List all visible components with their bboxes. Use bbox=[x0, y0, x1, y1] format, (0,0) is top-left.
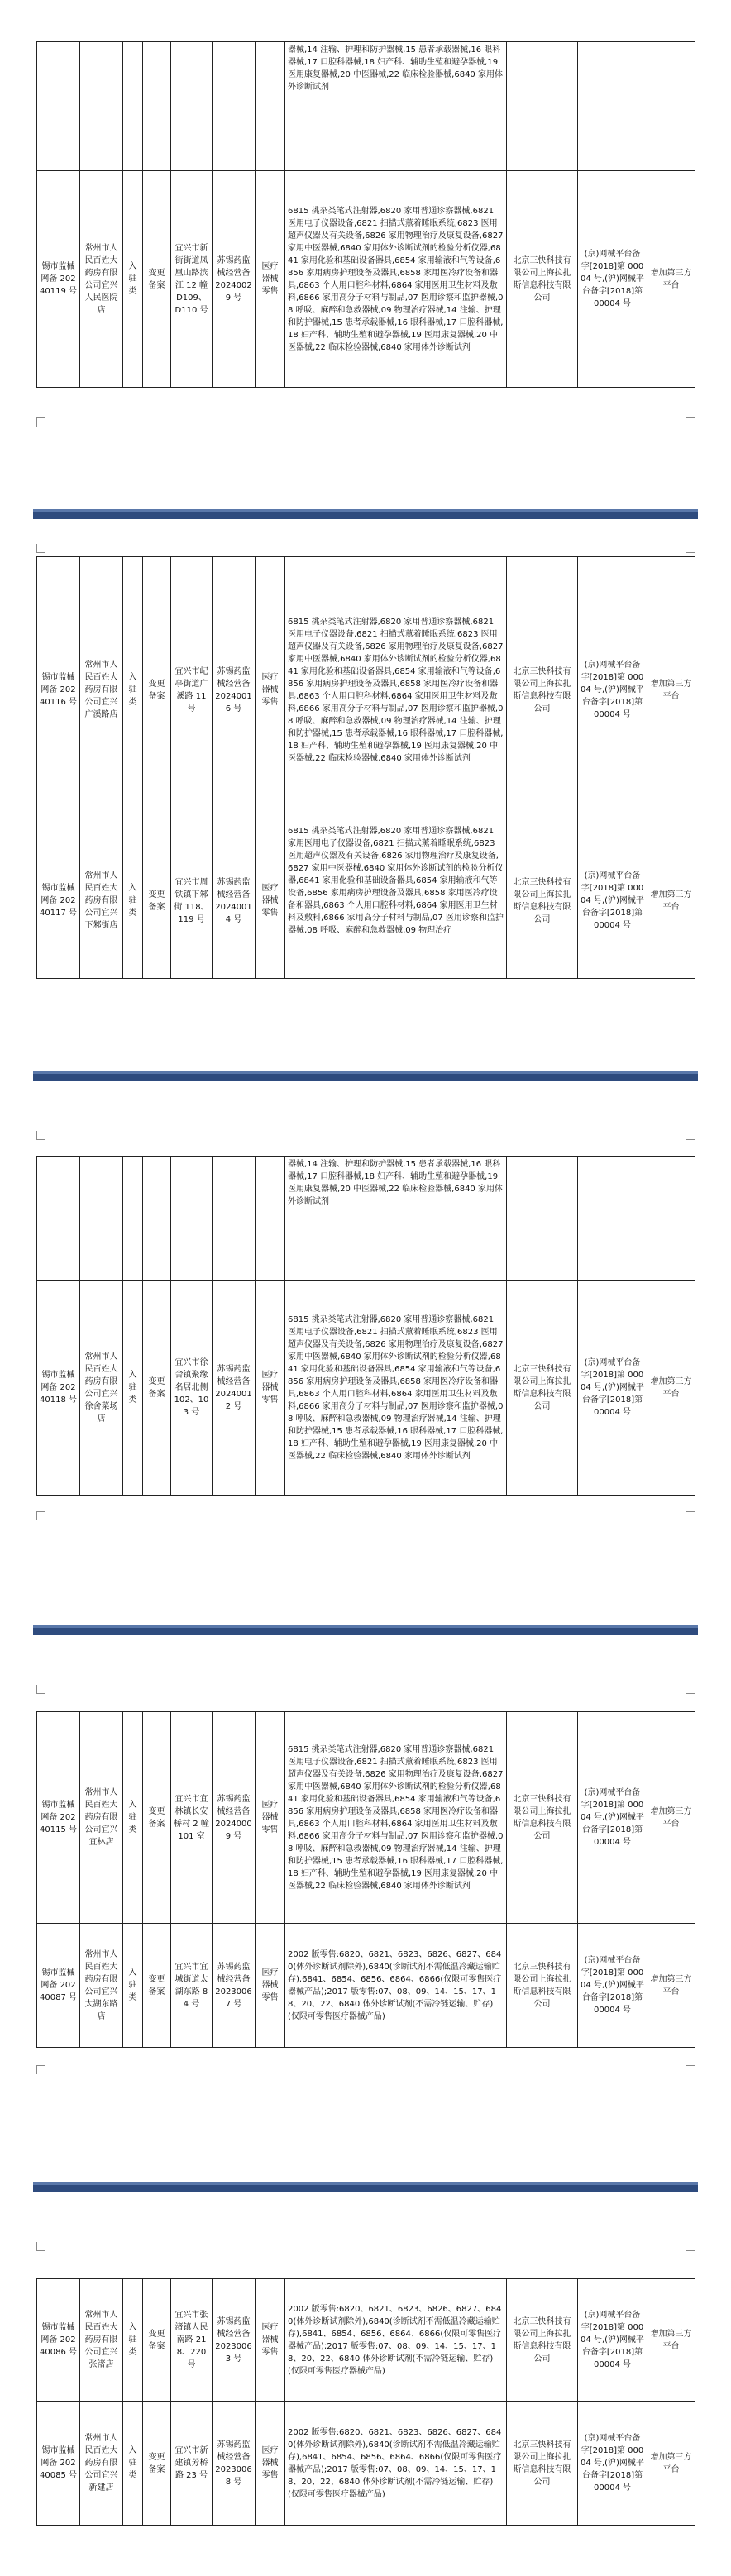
platform-filing: (京)网械平台备字[2018]第 00004 号,(沪)网械平台备字[2018]第 00004 号 bbox=[578, 2402, 647, 2526]
page-corner-mark bbox=[36, 1685, 45, 1694]
page-corner-mark bbox=[36, 544, 45, 553]
license-number: 苏锡药监械经营备 20230063 号 bbox=[213, 2279, 256, 2402]
document-page bbox=[0, 2192, 731, 2576]
business-mode: 医疗器械零售 bbox=[256, 2279, 285, 2402]
company-name: 常州市人民百姓大药房有限公司宜兴人民医院店 bbox=[80, 171, 123, 388]
business-mode: 医疗器械零售 bbox=[256, 1924, 285, 2048]
company-name: 常州市人民百姓大药房有限公司宜兴宜林店 bbox=[80, 1712, 123, 1924]
record-number: 锡市监械网备 20240118 号 bbox=[37, 1281, 80, 1496]
company-name: 常州市人民百姓大药房有限公司宜兴新建店 bbox=[80, 2402, 123, 2526]
address: 宜兴市张渚镇人民南路 218、220 号 bbox=[171, 2279, 213, 2402]
page-corner-mark bbox=[36, 2242, 45, 2251]
filing-type: 变更备案 bbox=[143, 2402, 171, 2526]
change-action: 增加第三方平台 bbox=[647, 823, 695, 979]
page-corner-mark bbox=[36, 2065, 45, 2074]
business-mode: 医疗器械零售 bbox=[256, 557, 285, 823]
page-separator bbox=[33, 509, 698, 519]
page-separator bbox=[33, 1071, 698, 1081]
platform-vendor: 北京三快科技有限公司上海拉扎斯信息科技有限公司 bbox=[507, 171, 578, 388]
business-scope: 6815 挑杂类笔式注射器,6820 家用普通诊察器械,6821 医用电子仪器设备,6821 扫描式薰着睡眠系统,6823 医用超声仪器及有关设备,6826 家用物理治疗及康复设备,6827 家用中医器械,6840 家用体外诊断试剂的检验分析仪器,6841 家用化验和基础设备器具,6854 家用输液和气等设备,6856 家用病房护理设备及器具,6858 家用医冷疗设备和器具,6863 个人用口腔科材料,6864 家用医用卫生材料及敷料,6866 家用高分子材料与制品,07 医用诊察和监护器械,08 呼吸、麻醉和急救器械,09 物理治疗器械,14 注输、护理和防护器械,15 患者承载器械,16 眼科器械,17 口腔科器械,18 妇产科、辅助生殖和避孕器械,19 医用康复器械,20 中医器械,22 临床检验器械,6840 家用体外诊断试剂 bbox=[285, 171, 507, 388]
address: 宜兴市宜林镇长安桥村 2 幢 101 室 bbox=[171, 1712, 213, 1924]
record-type: 入驻类 bbox=[123, 2402, 143, 2526]
business-scope: 6815 挑杂类笔式注射器,6820 家用普通诊察器械,6821 医用电子仪器设备,6821 扫描式薰着睡眠系统,6823 医用超声仪器及有关设备,6826 家用物理治疗及康复设备,6827 家用中医器械,6840 家用体外诊断试剂的检验分析仪器,6841 家用化验和基础设备器具,6854 家用输液和气等设备,6856 家用病房护理设备及器具,6858 家用医冷疗设备和器具,6863 个人用口腔科材料,6864 家用医用卫生材料及敷料,6866 家用高分子材料与制品,07 医用诊察和监护器械,08 呼吸、麻醉和急救器械,09 物理治疗器械,14 注输、护理和防护器械,15 患者承载器械,16 眼科器械,17 口腔科器械,18 妇产科、辅助生殖和避孕器械,19 医用康复器械,20 中医器械,22 临床检验器械,6840 家用体外诊断试剂 bbox=[285, 1712, 507, 1924]
business-mode: 医疗器械零售 bbox=[256, 171, 285, 388]
platform-vendor: 北京三快科技有限公司上海拉扎斯信息科技有限公司 bbox=[507, 1712, 578, 1924]
business-mode: 医疗器械零售 bbox=[256, 2402, 285, 2526]
address: 宜兴市新建镇芳桥路 23 号 bbox=[171, 2402, 213, 2526]
platform-vendor: 北京三快科技有限公司上海拉扎斯信息科技有限公司 bbox=[507, 1281, 578, 1496]
table-row bbox=[37, 823, 695, 979]
table-row bbox=[37, 1281, 695, 1496]
company-name: 常州市人民百姓大药房有限公司宜兴徐舍菜场店 bbox=[80, 1281, 123, 1496]
table-row bbox=[37, 42, 695, 171]
license-number: 苏锡药监械经营备 20240016 号 bbox=[213, 557, 256, 823]
business-scope: 6815 挑杂类笔式注射器,6820 家用普通诊察器械,6821 医用电子仪器设备,6821 扫描式薰着睡眠系统,6823 医用超声仪器及有关设备,6826 家用物理治疗及康复设备,6827 家用中医器械,6840 家用体外诊断试剂的检验分析仪器,6841 家用化验和基础设备器具,6854 家用输液和气等设备,6856 家用病房护理设备及器具,6858 家用医冷疗设备和器具,6863 个人用口腔科材料,6864 家用医用卫生材料及敷料,6866 家用高分子材料与制品,07 医用诊察和监护器械,08 呼吸、麻醉和急救器械,09 物理治疗器械,14 注输、护理和防护器械,15 患者承载器械,16 眼科器械,17 口腔科器械,18 妇产科、辅助生殖和避孕器械,19 医用康复器械,20 中医器械,22 临床检验器械,6840 家用体外诊断试剂 bbox=[285, 557, 507, 823]
change-action: 增加第三方平台 bbox=[647, 557, 695, 823]
page-corner-mark bbox=[686, 1131, 695, 1140]
document-page bbox=[0, 1081, 731, 1544]
record-type: 入驻类 bbox=[123, 2279, 143, 2402]
record-type: 入驻类 bbox=[123, 823, 143, 979]
record-type: 入驻类 bbox=[123, 1281, 143, 1496]
company-name: 常州市人民百姓大药房有限公司宜兴太湖东路店 bbox=[80, 1924, 123, 2048]
registry-table bbox=[36, 556, 695, 979]
address: 宜兴市宜城街道太湖东路 84 号 bbox=[171, 1924, 213, 2048]
change-action: 增加第三方平台 bbox=[647, 1281, 695, 1496]
registry-table bbox=[36, 1711, 695, 2048]
page-corner-mark bbox=[686, 2065, 695, 2074]
table-row bbox=[37, 1924, 695, 2048]
business-scope: 2002 版零售:6820、6821、6823、6826、6827、6840(体外诊断试剂除外),6840(诊断试剂不需低温冷藏运输贮存),6841、6854、6856、6864、6866(仅限可零售医疗器械产品);2017 版零售:07、08、09、14、15、17、18、20、22、6840 体外诊断试剂(不需冷链运输、贮存)(仅限可零售医疗器械产品) bbox=[285, 1924, 507, 2048]
platform-filing: (京)网械平台备字[2018]第 00004 号,(沪)网械平台备字[2018]第 00004 号 bbox=[578, 1924, 647, 2048]
record-number: 锡市监械网备 20240086 号 bbox=[37, 2279, 80, 2402]
table-row bbox=[37, 171, 695, 388]
platform-filing: (京)网械平台备字[2018]第 00004 号,(沪)网械平台备字[2018]第 00004 号 bbox=[578, 1281, 647, 1496]
page-corner-mark bbox=[36, 1511, 45, 1520]
business-mode: 医疗器械零售 bbox=[256, 823, 285, 979]
business-scope: 器械,14 注输、护理和防护器械,15 患者承载器械,16 眼科器械,17 口腔科器械,18 妇产科、辅助生殖和避孕器械,19 医用康复器械,20 中医器械,22 临床检验器械,6840 家用体外诊断试剂 bbox=[285, 1157, 507, 1281]
change-action: 增加第三方平台 bbox=[647, 171, 695, 388]
table-row bbox=[37, 557, 695, 823]
filing-type: 变更备案 bbox=[143, 2279, 171, 2402]
page-corner-mark bbox=[36, 417, 45, 427]
record-number: 锡市监械网备 20240116 号 bbox=[37, 557, 80, 823]
table-row bbox=[37, 2402, 695, 2526]
license-number: 苏锡药监械经营备 20240009 号 bbox=[213, 1712, 256, 1924]
license-number: 苏锡药监械经营备 20230068 号 bbox=[213, 2402, 256, 2526]
document-page bbox=[0, 1635, 731, 2098]
document-page bbox=[0, 0, 731, 438]
license-number: 苏锡药监械经营备 20240012 号 bbox=[213, 1281, 256, 1496]
license-number: 苏锡药监械经营备 20240029 号 bbox=[213, 171, 256, 388]
table-row bbox=[37, 1157, 695, 1281]
business-scope: 2002 版零售:6820、6821、6823、6826、6827、6840(体外诊断试剂除外),6840(诊断试剂不需低温冷藏运输贮存),6841、6854、6856、6864、6866(仅限可零售医疗器械产品);2017 版零售:07、08、09、14、15、17、18、20、22、6840 体外诊断试剂(不需冷链运输、贮存)(仅限可零售医疗器械产品) bbox=[285, 2402, 507, 2526]
table-row bbox=[37, 1712, 695, 1924]
table-row bbox=[37, 2279, 695, 2402]
filing-type: 变更备案 bbox=[143, 1712, 171, 1924]
filing-type: 变更备案 bbox=[143, 171, 171, 388]
record-type: 入驻类 bbox=[123, 557, 143, 823]
page-corner-mark bbox=[36, 1131, 45, 1140]
business-scope: 6815 挑杂类笔式注射器,6820 家用普通诊察器械,6821 家用医用电子仪器设备,6821 扫描式薰着睡眠系统,6823 医用超声仪器及有关设备,6826 家用物理治疗及康复设备,6827 家用中医器械,6840 家用体外诊断试剂的检验分析仪器,6841 家用化验和基础设备器具,6854 家用输液和气等设备,6856 家用病房护理设备及器具,6858 家用医冷疗设备和器具,6863 个人用口腔科材料,6864 家用医用卫生材料及敷料,6866 家用高分子材料与制品,07 医用诊察和监护器械,08 呼吸、麻醉和急救器械,09 物理治疗 bbox=[285, 823, 507, 979]
change-action: 增加第三方平台 bbox=[647, 1712, 695, 1924]
registry-table bbox=[36, 1156, 695, 1496]
record-type: 入驻类 bbox=[123, 1924, 143, 2048]
platform-filing: (京)网械平台备字[2018]第 00004 号,(沪)网械平台备字[2018]第 00004 号 bbox=[578, 2279, 647, 2402]
platform-filing: (京)网械平台备字[2018]第 00004 号,(沪)网械平台备字[2018]第 00004 号 bbox=[578, 823, 647, 979]
page-separator bbox=[33, 1625, 698, 1635]
license-number: 苏锡药监械经营备 20230067 号 bbox=[213, 1924, 256, 2048]
document-page bbox=[0, 519, 731, 982]
business-scope: 6815 挑杂类笔式注射器,6820 家用普通诊察器械,6821 医用电子仪器设备,6821 扫描式薰着睡眠系统,6823 医用超声仪器及有关设备,6826 家用物理治疗及康复设备,6827 家用中医器械,6840 家用体外诊断试剂的检验分析仪器,6841 家用化验和基础设备器具,6854 家用输液和气等设备,6856 家用病房护理设备及器具,6858 家用医冷疗设备和器具,6863 个人用口腔科材料,6864 家用医用卫生材料及敷料,6866 家用高分子材料与制品,07 医用诊察和监护器械,08 呼吸、麻醉和急救器械,09 物理治疗器械,14 注输、护理和防护器械,15 患者承载器械,16 眼科器械,17 口腔科器械,18 妇产科、辅助生殖和避孕器械,19 医用康复器械,20 中医器械,22 临床检验器械,6840 家用体外诊断试剂 bbox=[285, 1281, 507, 1496]
page-corner-mark bbox=[686, 417, 695, 427]
record-number: 锡市监械网备 20240119 号 bbox=[37, 171, 80, 388]
record-number: 锡市监械网备 20240087 号 bbox=[37, 1924, 80, 2048]
address: 宜兴市徐舍镇聚缘名居北侧 102、103 号 bbox=[171, 1281, 213, 1496]
platform-vendor: 北京三快科技有限公司上海拉扎斯信息科技有限公司 bbox=[507, 1924, 578, 2048]
address: 宜兴市周铁镇下邾街 118、119 号 bbox=[171, 823, 213, 979]
filing-type: 变更备案 bbox=[143, 823, 171, 979]
registry-table bbox=[36, 41, 695, 388]
business-scope: 2002 版零售:6820、6821、6823、6826、6827、6840(体外诊断试剂除外),6840(诊断试剂不需低温冷藏运输贮存),6841、6854、6856、6864、6866(仅限可零售医疗器械产品);2017 版零售:07、08、09、14、15、17、18、20、22、6840 体外诊断试剂(不需冷链运输、贮存)(仅限可零售医疗器械产品) bbox=[285, 2279, 507, 2402]
filing-type: 变更备案 bbox=[143, 1924, 171, 2048]
record-number: 锡市监械网备 20240117 号 bbox=[37, 823, 80, 979]
platform-filing: (京)网械平台备字[2018]第 00004 号,(沪)网械平台备字[2018]第 00004 号 bbox=[578, 1712, 647, 1924]
platform-filing: (京)网械平台备字[2018]第 00004 号,(沪)网械平台备字[2018]第 00004 号 bbox=[578, 557, 647, 823]
business-mode: 医疗器械零售 bbox=[256, 1712, 285, 1924]
platform-vendor: 北京三快科技有限公司上海拉扎斯信息科技有限公司 bbox=[507, 823, 578, 979]
filing-type: 变更备案 bbox=[143, 557, 171, 823]
platform-filing: (京)网械平台备字[2018]第 00004 号,(沪)网械平台备字[2018]第 00004 号 bbox=[578, 171, 647, 388]
company-name: 常州市人民百姓大药房有限公司宜兴广溪路店 bbox=[80, 557, 123, 823]
record-number: 锡市监械网备 20240115 号 bbox=[37, 1712, 80, 1924]
record-number: 锡市监械网备 20240085 号 bbox=[37, 2402, 80, 2526]
address: 宜兴市新街街道凤凰山路滨江 12 幢 D109、D110 号 bbox=[171, 171, 213, 388]
business-mode: 医疗器械零售 bbox=[256, 1281, 285, 1496]
page-separator bbox=[33, 2182, 698, 2192]
platform-vendor: 北京三快科技有限公司上海拉扎斯信息科技有限公司 bbox=[507, 2279, 578, 2402]
platform-vendor: 北京三快科技有限公司上海拉扎斯信息科技有限公司 bbox=[507, 2402, 578, 2526]
page-corner-mark bbox=[686, 2242, 695, 2251]
company-name: 常州市人民百姓大药房有限公司宜兴下邾街店 bbox=[80, 823, 123, 979]
registry-table bbox=[36, 2278, 695, 2526]
address: 宜兴市屺亭街道广溪路 11 号 bbox=[171, 557, 213, 823]
change-action: 增加第三方平台 bbox=[647, 1924, 695, 2048]
change-action: 增加第三方平台 bbox=[647, 2402, 695, 2526]
record-type: 入驻类 bbox=[123, 1712, 143, 1924]
platform-vendor: 北京三快科技有限公司上海拉扎斯信息科技有限公司 bbox=[507, 557, 578, 823]
business-scope: 器械,14 注输、护理和防护器械,15 患者承载器械,16 眼科器械,17 口腔科器械,18 妇产科、辅助生殖和避孕器械,19 医用康复器械,20 中医器械,22 临床检验器械,6840 家用体外诊断试剂 bbox=[285, 42, 507, 171]
filing-type: 变更备案 bbox=[143, 1281, 171, 1496]
record-type: 入驻类 bbox=[123, 171, 143, 388]
change-action: 增加第三方平台 bbox=[647, 2279, 695, 2402]
page-corner-mark bbox=[686, 1685, 695, 1694]
license-number: 苏锡药监械经营备 20240014 号 bbox=[213, 823, 256, 979]
page-corner-mark bbox=[686, 544, 695, 553]
company-name: 常州市人民百姓大药房有限公司宜兴张渚店 bbox=[80, 2279, 123, 2402]
page-corner-mark bbox=[686, 1511, 695, 1520]
